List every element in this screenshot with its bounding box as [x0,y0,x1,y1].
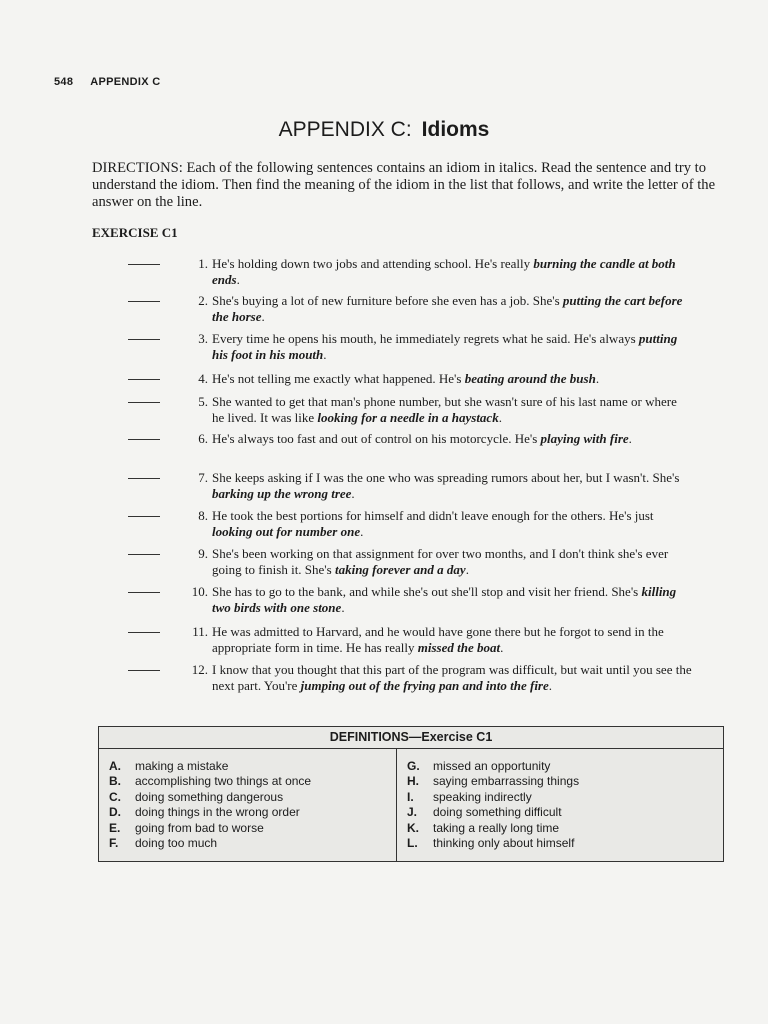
sentence-end: . [465,562,469,577]
sentence-text: She's been working on that assignment for over two months, and I don't think she's ever going to finish it. She's [212,546,669,577]
item-number: 8. [198,508,208,523]
idiom-text: putting his foot in his mouth [212,331,678,362]
sentence-end: . [261,309,265,324]
idiom-text: burning the candle at both ends [212,256,676,287]
definition-letter: F. [109,835,119,850]
item-sentence [212,662,692,694]
title-main: Idioms [421,118,490,141]
directions-paragraph: DIRECTIONS: Each of the following sentences contains an idiom in italics. Read the sentence and try to understand the idiom. Then find the meaning of the idiom in the list that follows, and write the letter of the answer on the line. [92,160,716,210]
definitions-right-column [407,759,707,851]
definition-letter: A. [109,759,121,773]
definition-row [109,774,409,789]
sentence-end: . [500,640,504,655]
item-sentence [212,431,692,447]
definition-letter: J. [407,805,418,820]
sentence-text: I know that you thought that this part of the program was difficult, but wait until you see the next part. You're [212,662,692,693]
sentence-text: She wanted to get that man's phone number, but she wasn't sure of his last name or where he lived. It was like [212,394,677,425]
item-sentence [212,546,692,578]
item-number: 12. [191,662,208,677]
definition-text: making a mistake [135,759,229,773]
definition-text: accomplishing two things at once [135,774,312,789]
sentence-text: She has to go to the bank, and while she's out she'll stop and visit her friend. She's [212,584,642,599]
idiom-text: putting the cart before the horse [212,293,683,324]
definition-letter: G. [407,759,420,773]
sentence-text: He's holding down two jobs and attending school. He's really [212,256,534,271]
item-number: 5. [198,394,208,409]
definitions-title: DEFINITIONS—Exercise C1 [99,727,723,749]
definition-text: thinking only about himself [433,835,575,850]
definition-row [407,836,707,851]
item-sentence [212,508,692,540]
answer-blank[interactable] [128,339,160,340]
answer-blank[interactable] [128,554,160,555]
definition-row [109,805,409,820]
definition-text: taking a really long time [433,820,560,835]
definitions-left-column [109,759,409,851]
sentence-end: . [236,272,240,287]
sentence-end: . [595,371,600,386]
answer-blank[interactable] [128,478,160,479]
item-sentence [212,256,692,288]
sentence-text: She keeps asking if I was the one who was spreading rumors about her, but I wasn't. She's [212,470,680,485]
item-sentence [212,293,692,325]
sentence-text: He's not telling me exactly what happened. He's [212,371,465,386]
answer-blank[interactable] [128,439,160,440]
sentence-end: . [323,347,327,362]
idiom-text: looking out for number one [212,524,361,539]
answer-blank[interactable] [128,264,160,265]
exercise-title: EXERCISE C1 [92,225,178,240]
idiom-text: playing with fire [540,431,629,446]
item-sentence [212,584,692,616]
definition-letter: B. [109,774,121,789]
answer-blank[interactable] [128,402,160,403]
definition-row [109,790,409,805]
answer-blank[interactable] [128,592,160,593]
definition-text: saying embarrassing things [433,774,580,789]
sentence-text: Every time he opens his mouth, he immediately regrets what he said. He's always [212,331,639,346]
item-number: 6. [198,431,208,446]
definition-row [407,790,707,805]
definition-text: doing something dangerous [135,789,284,804]
definition-text: doing things in the wrong order [135,805,300,820]
sentence-end: . [548,678,553,693]
running-header [54,76,174,88]
idiom-text: barking up the wrong tree [212,486,352,501]
definition-row [109,821,409,836]
definitions-box [98,726,724,862]
definition-text: doing too much [135,835,218,850]
sentence-end: . [360,524,364,539]
item-number: 10. [191,584,208,599]
answer-blank[interactable] [128,670,160,671]
idiom-text: jumping out of the frying pan and into the fire [300,678,549,693]
idiom-text: looking for a needle in a haystack [317,410,499,425]
section-label: APPENDIX C [90,76,161,88]
item-number: 1. [198,256,208,271]
definition-row [407,821,707,836]
title-prefix: APPENDIX C: [278,118,412,141]
definition-text: going from bad to worse [135,820,264,835]
definition-row [109,759,409,774]
idiom-text: missed the boat [417,640,501,655]
definition-row [407,759,707,774]
sentence-end: . [351,486,355,501]
definition-row [407,774,707,789]
item-sentence [212,331,692,363]
definition-letter: I. [407,789,414,804]
sentence-end: . [628,431,632,446]
item-sentence [212,624,692,656]
idiom-text: taking forever and a day [334,562,466,577]
item-sentence [212,371,692,387]
answer-blank[interactable] [128,301,160,302]
item-number: 9. [198,546,208,561]
definition-text: doing something difficult [433,805,562,820]
answer-blank[interactable] [128,516,160,517]
page-title [0,118,768,142]
definition-text: missed an opportunity [433,759,551,773]
item-sentence [212,394,692,426]
item-number: 11. [192,624,208,639]
definition-row [407,805,707,820]
definition-letter: H. [407,774,419,789]
idiom-text: killing two birds with one stone [212,584,677,615]
item-number: 7. [198,470,208,485]
item-number: 4. [198,371,208,386]
answer-blank[interactable] [128,632,160,633]
sentence-end: . [341,600,345,615]
definition-letter: L. [407,835,418,850]
sentence-text: He's always too fast and out of control on his motorcycle. He's [212,431,541,446]
item-sentence [212,470,692,502]
answer-blank[interactable] [128,379,160,380]
definition-letter: K. [407,820,419,835]
page-number: 548 [54,76,74,88]
definition-text: speaking indirectly [433,789,532,804]
definition-letter: D. [109,805,121,820]
item-number: 3. [198,331,208,346]
sentence-text: He was admitted to Harvard, and he would have gone there but he forgot to send in the appropriate form in time. He has really [212,624,664,655]
sentence-text: She's buying a lot of new furniture before she even has a job. She's [212,293,563,308]
definition-letter: C. [109,789,121,804]
sentence-text: He took the best portions for himself and didn't leave enough for the others. He's just [212,508,654,523]
definition-letter: E. [109,820,121,835]
definition-row [109,836,409,851]
item-number: 2. [198,293,208,308]
sentence-end: . [498,410,502,425]
idiom-text: beating around the bush [464,371,596,386]
